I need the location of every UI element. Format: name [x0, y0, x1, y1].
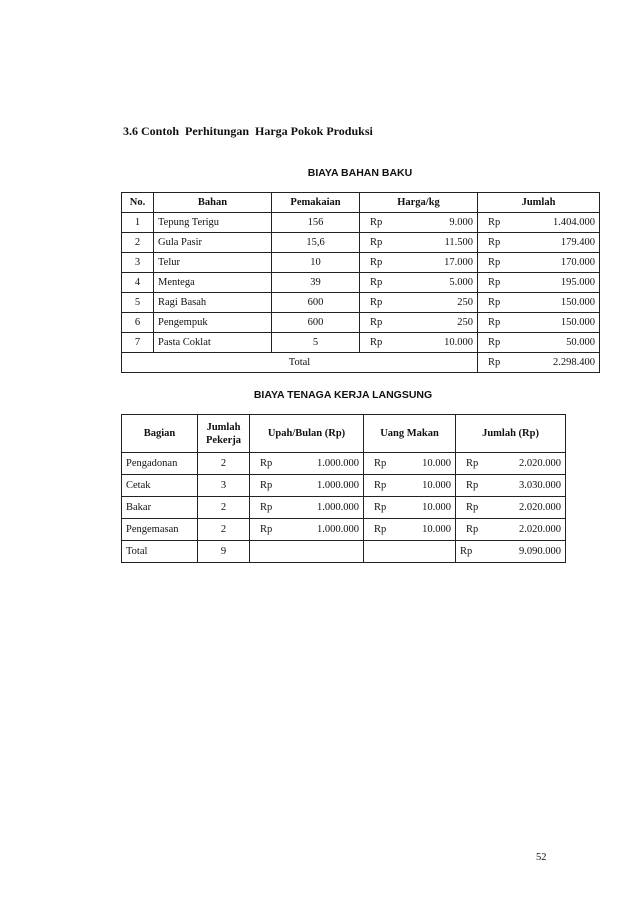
col-header-pemakaian: Pemakaian — [272, 193, 360, 213]
total-label: Total — [122, 353, 478, 373]
cell-bahan: Ragi Basah — [154, 293, 272, 313]
currency-label: Rp — [456, 519, 492, 541]
cell-jumlah: 195.000 — [516, 273, 600, 293]
cell-no: 4 — [122, 273, 154, 293]
col-header-pekerja: Jumlah Pekerja — [198, 415, 250, 453]
cell-harga: 10.000 — [398, 333, 478, 353]
cell-jumlah: 2.020.000 — [492, 453, 566, 475]
table-row — [122, 453, 566, 475]
cell-jumlah: 2.020.000 — [492, 519, 566, 541]
currency-label: Rp — [478, 213, 516, 233]
cell-pekerja: 2 — [198, 519, 250, 541]
currency-label: Rp — [478, 253, 516, 273]
cell-harga: 11.500 — [398, 233, 478, 253]
cell-jumlah: 3.030.000 — [492, 475, 566, 497]
table-row — [122, 497, 566, 519]
cell-makan: 10.000 — [396, 453, 456, 475]
col-header-bagian: Bagian — [122, 415, 198, 453]
currency-label: Rp — [360, 293, 398, 313]
table-row — [122, 253, 600, 273]
col-header-jumlah: Jumlah — [478, 193, 600, 213]
currency-label: Rp — [360, 213, 398, 233]
cell-bagian: Pengadonan — [122, 453, 198, 475]
currency-label: Rp — [456, 475, 492, 497]
currency-label: Rp — [456, 541, 492, 563]
cell-jumlah: 170.000 — [516, 253, 600, 273]
table-header-row — [122, 193, 600, 213]
cell-makan: 10.000 — [396, 497, 456, 519]
empty-cell — [250, 541, 364, 563]
cell-jumlah: 2.020.000 — [492, 497, 566, 519]
table-row — [122, 293, 600, 313]
col-header-jumlah: Jumlah (Rp) — [456, 415, 566, 453]
cell-bagian: Bakar — [122, 497, 198, 519]
cell-no: 2 — [122, 233, 154, 253]
table-row — [122, 233, 600, 253]
cell-pemakaian: 10 — [272, 253, 360, 273]
cell-pemakaian: 39 — [272, 273, 360, 293]
currency-label: Rp — [456, 453, 492, 475]
cell-no: 6 — [122, 313, 154, 333]
currency-label: Rp — [250, 475, 288, 497]
cell-bagian: Pengemasan — [122, 519, 198, 541]
total-value: 2.298.400 — [516, 353, 600, 373]
col-header-makan: Uang Makan — [364, 415, 456, 453]
total-label: Total — [122, 541, 198, 563]
cell-jumlah: 150.000 — [516, 313, 600, 333]
cell-pemakaian: 15,6 — [272, 233, 360, 253]
cell-harga: 250 — [398, 293, 478, 313]
cell-makan: 10.000 — [396, 519, 456, 541]
currency-label: Rp — [478, 273, 516, 293]
cell-bahan: Telur — [154, 253, 272, 273]
cell-pemakaian: 5 — [272, 333, 360, 353]
currency-label: Rp — [478, 293, 516, 313]
table-row — [122, 475, 566, 497]
bahan-baku-caption: BIAYA BAHAN BAKU — [307, 167, 413, 179]
table-total-row — [122, 541, 566, 563]
cell-jumlah: 1.404.000 — [516, 213, 600, 233]
cell-bagian: Cetak — [122, 475, 198, 497]
currency-label: Rp — [478, 233, 516, 253]
currency-label: Rp — [250, 453, 288, 475]
currency-label: Rp — [364, 453, 396, 475]
cell-bahan: Tepung Terigu — [154, 213, 272, 233]
section-heading: 3.6 Contoh Perhitungan Harga Pokok Produksi — [123, 124, 373, 138]
cell-upah: 1.000.000 — [288, 453, 364, 475]
cell-pemakaian: 600 — [272, 313, 360, 333]
cell-no: 1 — [122, 213, 154, 233]
cell-pekerja: 2 — [198, 453, 250, 475]
currency-label: Rp — [478, 333, 516, 353]
cell-upah: 1.000.000 — [288, 519, 364, 541]
cell-harga: 5.000 — [398, 273, 478, 293]
table-total-row — [122, 353, 600, 373]
total-value: 9.090.000 — [492, 541, 566, 563]
cell-pekerja: 2 — [198, 497, 250, 519]
currency-label: Rp — [360, 233, 398, 253]
table-row — [122, 519, 566, 541]
cell-upah: 1.000.000 — [288, 475, 364, 497]
cell-bahan: Pengempuk — [154, 313, 272, 333]
cell-harga: 9.000 — [398, 213, 478, 233]
currency-label: Rp — [364, 519, 396, 541]
cell-harga: 250 — [398, 313, 478, 333]
currency-label: Rp — [360, 313, 398, 333]
col-header-harga: Harga/kg — [360, 193, 478, 213]
currency-label: Rp — [360, 273, 398, 293]
col-header-no: No. — [122, 193, 154, 213]
tenaga-kerja-table — [121, 414, 566, 563]
col-header-upah: Upah/Bulan (Rp) — [250, 415, 364, 453]
cell-jumlah: 150.000 — [516, 293, 600, 313]
cell-jumlah: 179.400 — [516, 233, 600, 253]
total-pekerja: 9 — [198, 541, 250, 563]
cell-pemakaian: 600 — [272, 293, 360, 313]
cell-upah: 1.000.000 — [288, 497, 364, 519]
cell-no: 5 — [122, 293, 154, 313]
cell-harga: 17.000 — [398, 253, 478, 273]
table-row — [122, 273, 600, 293]
currency-label: Rp — [250, 497, 288, 519]
currency-label: Rp — [364, 475, 396, 497]
cell-no: 3 — [122, 253, 154, 273]
page-number: 52 — [536, 852, 547, 863]
empty-cell — [364, 541, 456, 563]
table-row — [122, 313, 600, 333]
cell-pekerja: 3 — [198, 475, 250, 497]
table-row — [122, 213, 600, 233]
currency-label: Rp — [364, 497, 396, 519]
cell-no: 7 — [122, 333, 154, 353]
cell-pemakaian: 156 — [272, 213, 360, 233]
table-header-row — [122, 415, 566, 453]
cell-makan: 10.000 — [396, 475, 456, 497]
bahan-baku-table — [121, 192, 600, 373]
currency-label: Rp — [250, 519, 288, 541]
currency-label: Rp — [478, 353, 516, 373]
tenaga-kerja-caption: BIAYA TENAGA KERJA LANGSUNG — [253, 389, 433, 401]
cell-bahan: Mentega — [154, 273, 272, 293]
col-header-bahan: Bahan — [154, 193, 272, 213]
cell-bahan: Gula Pasir — [154, 233, 272, 253]
table-row — [122, 333, 600, 353]
cell-bahan: Pasta Coklat — [154, 333, 272, 353]
currency-label: Rp — [456, 497, 492, 519]
currency-label: Rp — [478, 313, 516, 333]
currency-label: Rp — [360, 253, 398, 273]
cell-jumlah: 50.000 — [516, 333, 600, 353]
currency-label: Rp — [360, 333, 398, 353]
